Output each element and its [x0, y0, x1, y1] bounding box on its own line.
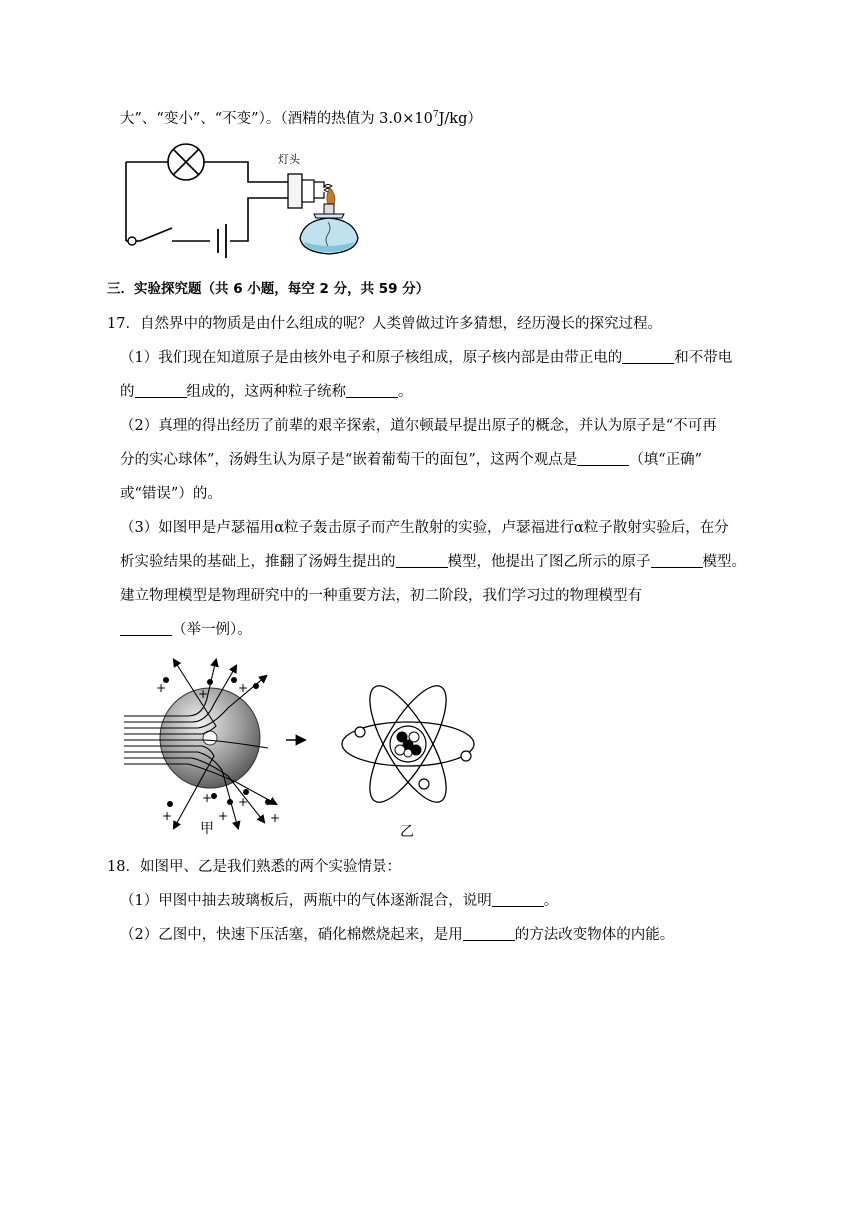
answer-blank[interactable] [577, 450, 629, 466]
q17-part3-line1: （3）如图甲是卢瑟福用α粒子轰击原子而产生散射的实验，卢瑟福进行α粒子散射实验后，在分 [120, 520, 729, 536]
section-title: 三．实验探究题（共 6 小题，每空 2 分，共 59 分） [107, 281, 430, 297]
q17-part2-line2 [120, 450, 702, 470]
q16-exponent: 7 [432, 110, 439, 121]
q18-stem: 18．如图甲、乙是我们熟悉的两个实验情景： [107, 859, 401, 875]
q17-p1-text-e: 。 [398, 384, 413, 400]
alpha-charge-label: + [270, 811, 281, 825]
answer-blank[interactable] [135, 382, 187, 398]
alpha-charge-label: + [238, 795, 249, 809]
answer-blank[interactable] [622, 348, 674, 364]
q17-part2-line3: 或“错误”）的。 [120, 486, 222, 502]
figure-jia-label: 甲 [200, 821, 214, 837]
q17-part1-line2 [120, 382, 413, 402]
q16-tail-unit: J/kg） [438, 111, 482, 127]
q17-part3-line3: 建立物理模型是物理研究中的一种重要方法，初二阶段，我们学习过的物理模型有 [120, 588, 642, 604]
q18-p1-text-a: （1）甲图中抽去玻璃板后，两瓶中的气体逐渐混合，说明 [120, 893, 492, 909]
answer-blank[interactable] [396, 552, 448, 568]
q17-p3-text-c: 模型，他提出了图乙所示的原子 [447, 554, 651, 570]
alpha-charge-label: + [202, 791, 213, 805]
q18-p2-text-a: （2）乙图中，快速下压活塞，硝化棉燃烧起来，是用 [120, 927, 463, 943]
q17-p1-text-d: 组成的，这两种粒子统称 [186, 384, 346, 400]
alpha-charge-label: + [198, 687, 209, 701]
q17-part3-line4 [120, 620, 252, 640]
alpha-charge-label: + [218, 809, 229, 823]
q17-stem: 17．自然界中的物质是由什么组成的呢？人类曾做过许多猜想，经历漫长的探究过程。 [107, 316, 662, 332]
q17-p1-text-c: 的 [120, 384, 135, 400]
q16-tail-line [120, 109, 482, 129]
q18-part2 [120, 925, 674, 945]
q17-part1-line1 [120, 348, 732, 368]
q17-p1-text-b: 和不带电 [674, 350, 733, 366]
atom-figure [118, 652, 488, 842]
q18-part1 [120, 891, 558, 911]
answer-blank[interactable] [492, 891, 544, 907]
q17-p3-text-d: 模型。 [702, 554, 746, 570]
q17-p2-text-c: （填“正确” [629, 452, 703, 468]
figure-yi-label: 乙 [400, 824, 414, 840]
alpha-charge-label: + [156, 681, 167, 695]
q17-part2-line1: （2）真理的得出经历了前辈的艰辛探索，道尔顿最早提出原子的概念，并认为原子是“不可再 [120, 418, 717, 434]
answer-blank[interactable] [346, 382, 398, 398]
q17-p3-text-f: （举一例）。 [172, 622, 252, 638]
q17-part3-line2 [120, 552, 746, 572]
q16-tail-text: 大”、“变小”、“不变”）。（酒精的热值为 3.0×10 [120, 111, 433, 127]
answer-blank[interactable] [651, 552, 703, 568]
q17-p3-text-b: 析实验结果的基础上，推翻了汤姆生提出的 [120, 554, 396, 570]
q17-p2-text-b: 分的实心球体”，汤姆生认为原子是“嵌着葡萄干的面包”，这两个观点是 [120, 452, 578, 468]
circuit-figure [118, 138, 368, 264]
alpha-charge-label: + [238, 681, 249, 695]
alpha-charge-label: + [162, 809, 173, 823]
q18-p1-text-b: 。 [543, 893, 559, 909]
answer-blank[interactable] [463, 925, 515, 941]
answer-blank[interactable] [120, 620, 172, 636]
q17-p1-text-a: （1）我们现在知道原子是由核外电子和原子核组成，原子核内部是由带正电的 [120, 350, 623, 366]
q18-p2-text-b: 的方法改变物体的内能。 [514, 927, 675, 943]
lamp-holder-label: 灯头 [278, 153, 300, 166]
